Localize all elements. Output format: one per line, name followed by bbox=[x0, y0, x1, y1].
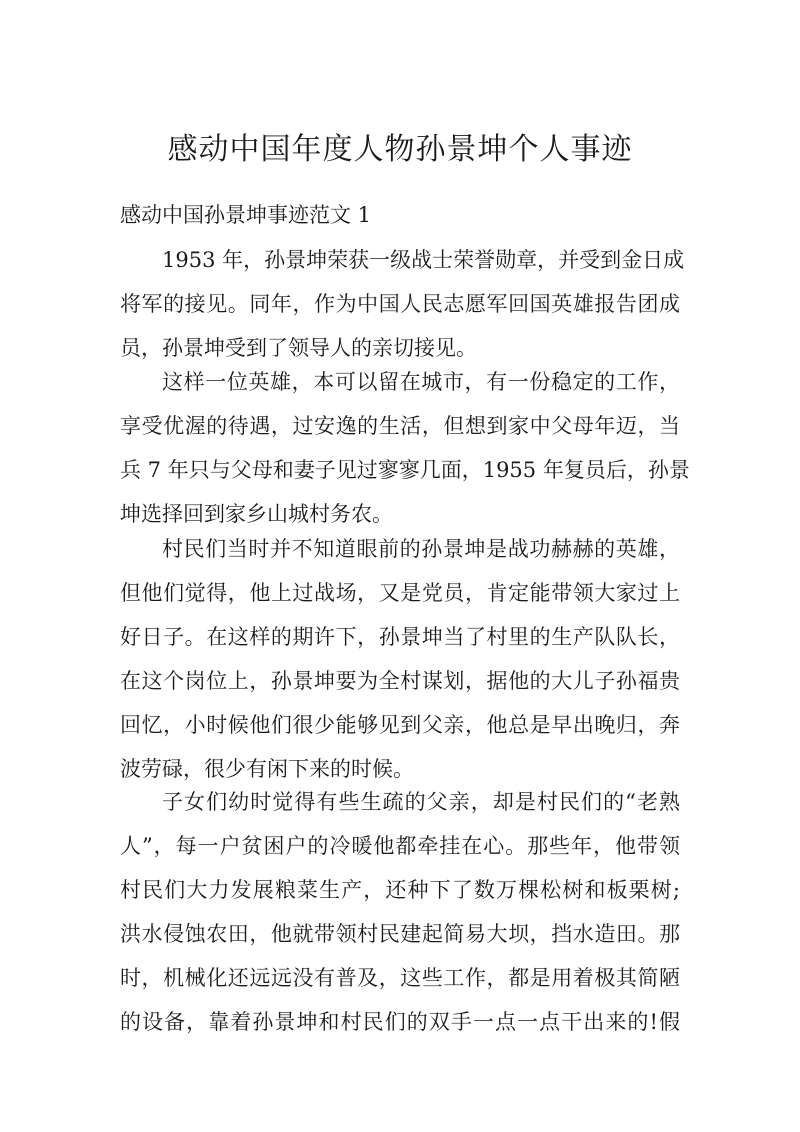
paragraph-line: 洪水侵蚀农田，他就带领村民建起简易大坝，挡水造田。那 bbox=[120, 922, 680, 946]
paragraph-line: 时，机械化还远远没有普及，这些工作，都是用着极其简陋 bbox=[120, 966, 680, 990]
paragraph-line: 好日子。在这样的期许下，孙景坤当了村里的生产队队长， bbox=[120, 625, 680, 649]
document-title: 感动中国年度人物孙景坤个人事迹 bbox=[167, 132, 633, 167]
paragraph-line: 坤选择回到家乡山城村务农。 bbox=[120, 502, 393, 526]
paragraph-3 bbox=[120, 527, 680, 791]
paragraph-line: 但他们觉得，他上过战场，又是党员，肯定能带领大家过上 bbox=[120, 581, 680, 605]
paragraph-line: 村民们当时并不知道眼前的孙景坤是战功赫赫的英雄， bbox=[162, 537, 680, 561]
paragraph-1 bbox=[120, 238, 685, 370]
paragraph-line: 在这个岗位上，孙景坤要为全村谋划，据他的大儿子孙福贵 bbox=[120, 669, 680, 693]
paragraph-line: 村民们大力发展粮菜生产，还种下了数万棵松树和板栗树; bbox=[120, 878, 680, 902]
paragraph-line: 这样一位英雄，本可以留在城市，有一份稳定的工作， bbox=[162, 370, 680, 394]
paragraph-line: 将军的接见。同年，作为中国人民志愿军回国英雄报告团成 bbox=[120, 292, 680, 316]
paragraph-line: 兵 7 年只与父母和妻子见过寥寥几面，1955 年复员后，孙景 bbox=[120, 458, 690, 482]
paragraph-line: 的设备，靠着孙景坤和村民们的双手一点一点干出来的!假 bbox=[120, 1010, 680, 1034]
paragraph-4 bbox=[120, 780, 680, 1044]
paragraph-2 bbox=[120, 360, 690, 536]
paragraph-line: 1953 年，孙景坤荣获一级战士荣誉勋章，并受到金日成 bbox=[162, 248, 685, 272]
paragraph-line: 享受优渥的待遇，过安逸的生活，但想到家中父母年迈，当 bbox=[120, 414, 680, 438]
paragraph-line: 波劳碌，很少有闲下来的时候。 bbox=[120, 757, 414, 781]
paragraph-line: 子女们幼时觉得有些生疏的父亲，却是村民们的“老熟 bbox=[162, 790, 680, 814]
document-subtitle: 感动中国孙景坤事迹范文 1 bbox=[120, 203, 372, 227]
paragraph-line: 员，孙景坤受到了领导人的亲切接见。 bbox=[120, 336, 477, 360]
paragraph-line: 回忆，小时候他们很少能够见到父亲，他总是早出晚归，奔 bbox=[120, 713, 680, 737]
paragraph-line: 人”，每一户贫困户的冷暖他都牵挂在心。那些年，他带领 bbox=[120, 834, 680, 858]
